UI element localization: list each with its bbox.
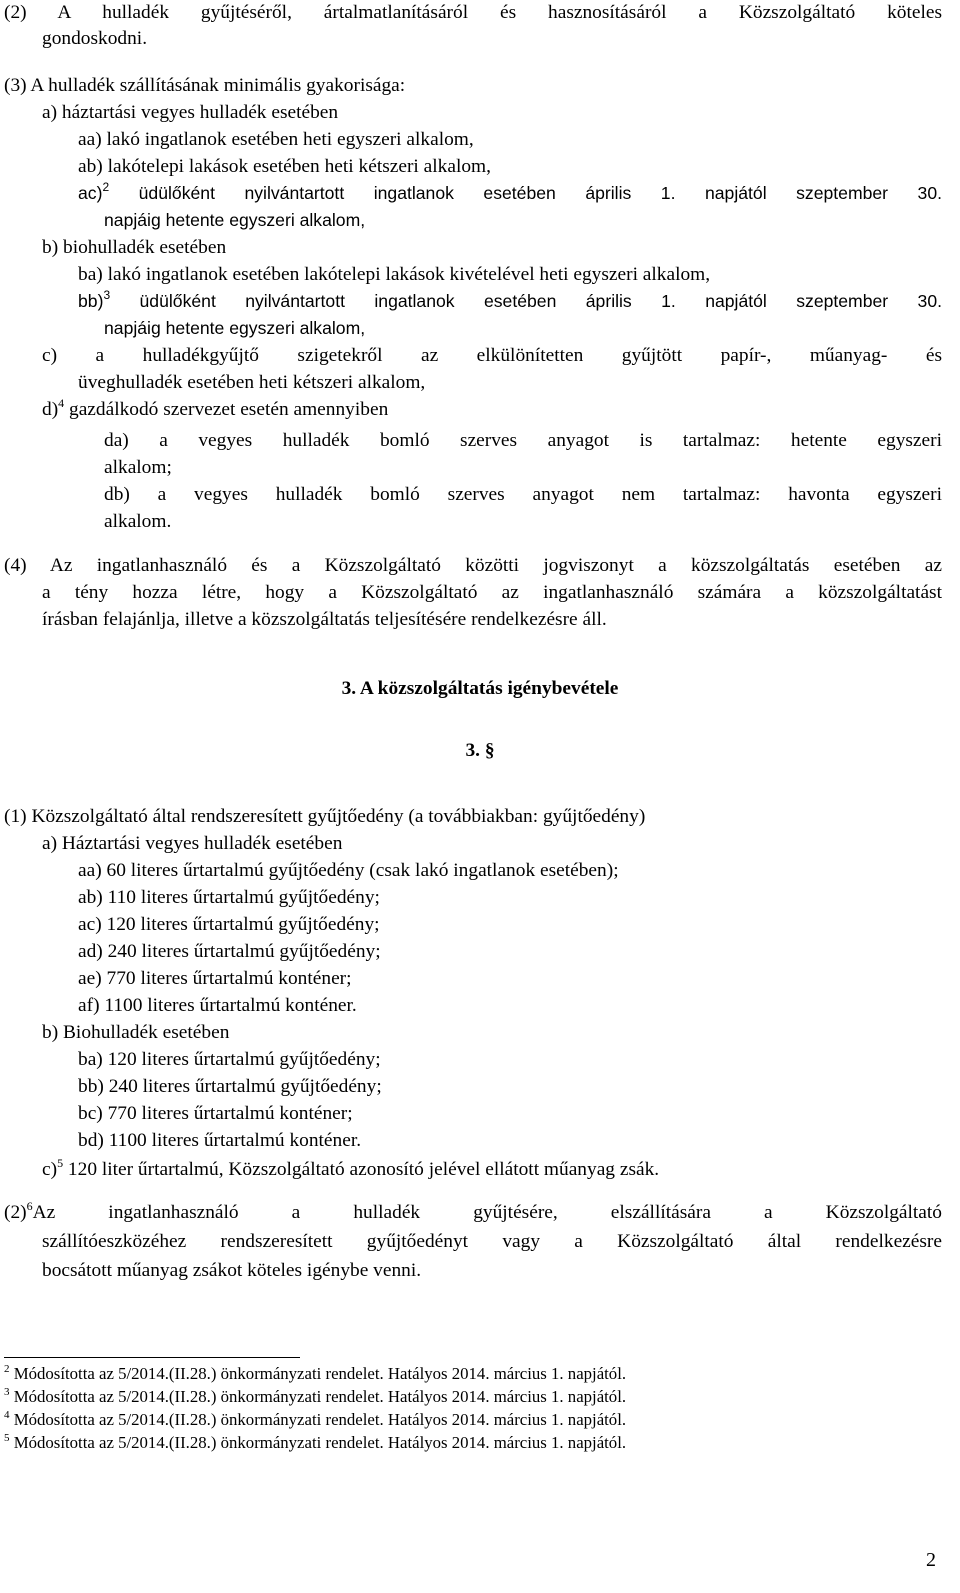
paragraph-4-line-3: írásban felajánlja, illetve a közszolgáltatás teljesítésére rendelkezésre áll. — [42, 609, 607, 630]
s3-list-item-af: af) 1100 literes űrtartalmú konténer. — [78, 995, 357, 1016]
s3-list-item-ba: ba) 120 literes űrtartalmú gyűjtőedény; — [78, 1049, 381, 1070]
footnote-ref-4[interactable]: 4 — [58, 396, 65, 410]
footnote-5: $^5$ Módosította az 5/2014.(II.28.) önkormányzati rendelet. Hatályos 2014. március 1. napjától. — [4, 1432, 627, 1452]
list-item-da-cont: alkalom; — [104, 457, 172, 478]
paragraph-2-line-2: gondoskodni. — [42, 28, 148, 49]
s3-list-item-bb: bb) 240 literes űrtartalmú gyűjtőedény; — [78, 1076, 382, 1097]
list-item-db-cont: alkalom. — [104, 511, 172, 532]
page-number: 2 — [926, 1549, 936, 1571]
section3-paragraph-2-line-3: bocsátott műanyag zsákot köteles igénybe venni. — [42, 1260, 422, 1281]
list-item-ac-cont: napjáig hetente egyszeri alkalom, — [104, 210, 366, 230]
s3-list-item-aa: aa) 60 literes űrtartalmú gyűjtőedény (csak lakó ingatlanok esetében); — [78, 860, 619, 881]
footnote-ref-5[interactable]: 5 — [57, 1156, 64, 1170]
footnote-ref-3[interactable]: 3 — [103, 288, 111, 302]
list-item-bb-cont: napjáig hetente egyszeri alkalom, — [104, 318, 366, 338]
s3-list-item-bc: bc) 770 literes űrtartalmú konténer; — [78, 1103, 353, 1124]
paragraph-4-line-1: (4) Az ingatlanhasználó és a Közszolgáltató közötti jogviszonyt a közszolgáltatás esetében az — [4, 555, 942, 576]
list-item-db: db) a vegyes hulladék bomló szerves anyagot nem tartalmaz: havonta egyszeri — [104, 484, 942, 505]
section-number: 3. § — [465, 740, 495, 761]
s3-list-item-ae: ae) 770 literes űrtartalmú konténer; — [78, 968, 352, 989]
section3-paragraph-1: (1) Közszolgáltató által rendszeresített gyűjtőedény (a továbbiakban: gyűjtőedény) — [4, 806, 646, 827]
footnote-separator — [4, 1357, 300, 1358]
paragraph-4-line-2: a tény hozza létre, hogy a Közszolgáltató az ingatlanhasználó számára a közszolgáltatást — [42, 582, 942, 603]
footnote-3: $^3$ Módosította az 5/2014.(II.28.) önkormányzati rendelet. Hatályos 2014. március 1. napjától. — [4, 1386, 627, 1406]
footnote-ref-2[interactable]: 2 — [102, 180, 110, 194]
section3-paragraph-2-line-2: szállítóeszközéhez rendszeresített gyűjtőedényt vagy a Közszolgáltató által rendelkezésre — [42, 1231, 942, 1252]
list-item-b: b) biohulladék esetében — [42, 237, 227, 258]
footnote-2: $^2$ Módosította az 5/2014.(II.28.) önkormányzati rendelet. Hatályos 2014. március 1. napjától. — [4, 1363, 627, 1383]
list-item-ab: ab) lakótelepi lakások esetében heti kétszeri alkalom, — [78, 156, 491, 177]
paragraph-3-heading: (3) A hulladék szállításának minimális gyakorisága: — [4, 75, 406, 96]
list-item-ac: ac)$^2$ üdülőként nyilvántartott ingatlanok esetében április 1. napjától szeptember 30. — [78, 180, 942, 203]
footnote-ref-6[interactable]: 6 — [26, 1199, 33, 1213]
footnote-4: $^4$ Módosította az 5/2014.(II.28.) önkormányzati rendelet. Hatályos 2014. március 1. napjától. — [4, 1409, 627, 1429]
list-item-d: d)$^4$ gazdálkodó szervezet esetén amennyiben — [42, 396, 389, 420]
paragraph-2-line-1: (2) A hulladék gyűjtéséről, ártalmatlanításáról és hasznosításáról a Közszolgáltató köteles — [4, 2, 942, 23]
s3-list-item-c: c)$^5$ 120 liter űrtartalmú, Közszolgáltató azonosító jelével ellátott műanyag zsák. — [42, 1156, 660, 1180]
s3-list-item-ac: ac) 120 literes űrtartalmú gyűjtőedény; — [78, 914, 380, 935]
section3-paragraph-2-line-1: $(2)^6Az$ ingatlanhasználó a hulladék gyűjtésére, elszállítására a Közszolgáltató — [4, 1199, 942, 1223]
s3-list-item-ad: ad) 240 literes űrtartalmú gyűjtőedény; — [78, 941, 381, 962]
s3-list-item-a: a) Háztartási vegyes hulladék esetében — [42, 833, 343, 854]
chapter-heading: 3. A közszolgáltatás igénybevétele — [341, 678, 619, 699]
list-item-ba: ba) lakó ingatlanok esetében lakótelepi lakások kivételével heti egyszeri alkalom, — [78, 264, 711, 285]
s3-list-item-b: b) Biohulladék esetében — [42, 1022, 230, 1043]
list-item-c-cont: üveghulladék esetében heti kétszeri alkalom, — [78, 372, 426, 393]
s3-list-item-ab: ab) 110 literes űrtartalmú gyűjtőedény; — [78, 887, 380, 908]
list-item-a: a) háztartási vegyes hulladék esetében — [42, 102, 339, 123]
list-item-aa: aa) lakó ingatlanok esetében heti egyszeri alkalom, — [78, 129, 474, 150]
list-item-da: da) a vegyes hulladék bomló szerves anyagot is tartalmaz: hetente egyszeri — [104, 430, 942, 451]
s3-list-item-bd: bd) 1100 literes űrtartalmú konténer. — [78, 1130, 362, 1151]
list-item-c: c) a hulladékgyűjtő szigetekről az elkülönítetten gyűjtött papír-, műanyag- és — [42, 345, 942, 366]
list-item-bb: bb)$^3$ üdülőként nyilvántartott ingatlanok esetében április 1. napjától szeptember 30. — [78, 288, 942, 311]
